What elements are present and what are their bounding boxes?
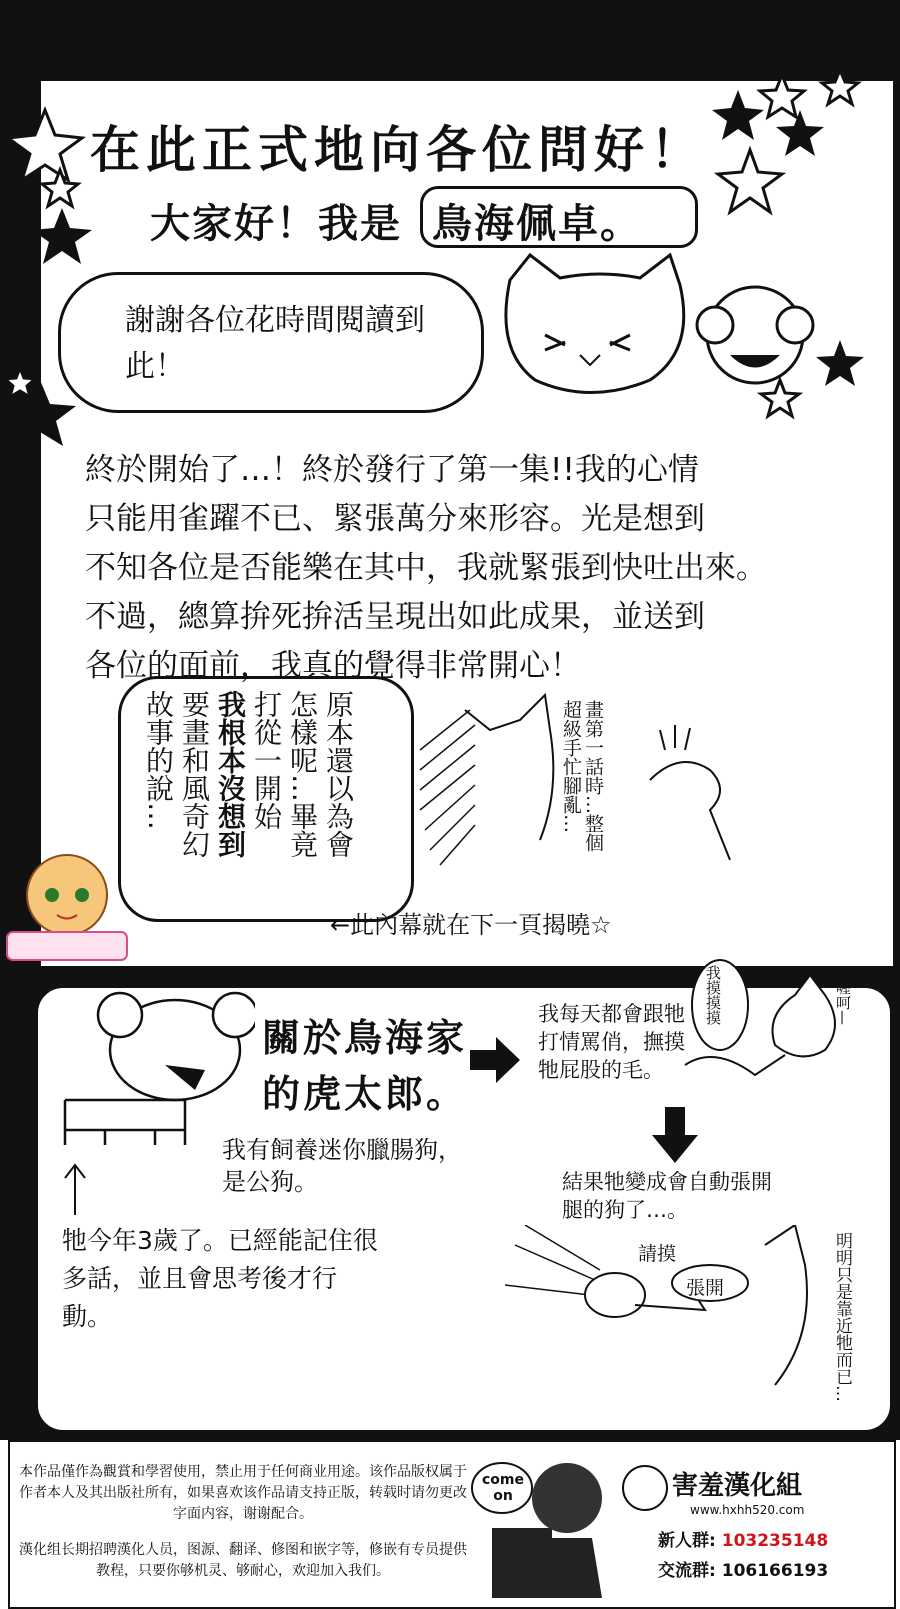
group-url: www.hxhh520.com xyxy=(690,1503,805,1517)
star-icon xyxy=(42,170,78,206)
cat-dog-illustration xyxy=(490,240,850,420)
chat-group xyxy=(658,1556,828,1581)
side-note xyxy=(560,700,604,880)
bubble-column: 我根本沒想到 xyxy=(214,690,247,858)
pet-sfx: 我摸摸摸 xyxy=(704,965,722,1025)
star-icon xyxy=(776,110,824,156)
bubble-column: 怎樣呢…畢竟 xyxy=(286,690,319,858)
result-text: 結果牠變成會自動張開腿的狗了…。 xyxy=(562,1170,772,1222)
cat-face-icon xyxy=(506,255,684,393)
right-arrow-icon xyxy=(468,1035,523,1085)
open-sfx: 張開 xyxy=(686,1277,725,1299)
bubble-column: 故事的說… xyxy=(142,690,175,830)
group-name: 害羞漢化組 xyxy=(672,1471,803,1501)
page-title: 在此正式地向各位問好！ xyxy=(90,121,706,179)
bubble-column: 打從一開始 xyxy=(250,690,283,830)
new-group-label: 新人群: xyxy=(658,1531,716,1551)
new-group-number: 103235148 xyxy=(721,1531,829,1551)
author-name: 鳥海佩卓。 xyxy=(432,201,642,247)
own-dog-text: 我有飼養迷你臘腸狗，是公狗。 xyxy=(222,1136,462,1196)
bubble-column: 原本還以為會 xyxy=(322,690,355,858)
star-icon xyxy=(32,208,92,264)
bubble-text xyxy=(140,690,356,905)
new-member-group xyxy=(658,1526,828,1551)
down-arrow-icon xyxy=(650,1105,700,1165)
note-column: 畫第一話時…整個 xyxy=(582,700,604,852)
note-column: 超級手忙腳亂… xyxy=(560,700,582,833)
intro-body-text: 終於開始了…！終於發行了第一集!!我的心情 只能用雀躍不已、緊張萬分來形容。光是想到 不知各位是否能樂在其中，我就緊張到快吐出來。 不過，總算拚死拚活呈現出如此成果，並送到 各位的面前，我真的覺得非常開心！ xyxy=(85,452,767,684)
request-sfx: 請摸 xyxy=(638,1243,677,1265)
chat-group-label: 交流群: xyxy=(658,1561,716,1581)
dog-title-line: 的虎太郎。 xyxy=(262,1072,468,1116)
star-icon xyxy=(8,110,82,180)
footer-notice: 本作品僅作為觀賞和學習使用，禁止用于任何商业用途。该作品版权属于作者本人及其出版社所有，如果喜欢该作品请支持正版，转载时请勿更改字面内容，谢谢配合。 xyxy=(19,1464,467,1522)
greeting-text: 大家好！我是 xyxy=(150,201,402,247)
star-icon xyxy=(822,70,858,104)
daily-text: 我每天都會跟牠打情罵俏，撫摸牠屁股的毛。 xyxy=(538,1002,685,1082)
footer-recruit: 漢化组长期招聘漢化人员，图源、翻译、修图和嵌字等，修嵌有专员提供教程，只要你够机灵、够耐心，欢迎加入我们。 xyxy=(19,1542,467,1579)
mascot-logo xyxy=(2,840,132,970)
star-icon xyxy=(712,90,764,140)
star-icon xyxy=(760,75,804,117)
dog-age-text: 牠今年3歲了。已經能記住很多話，並且會思考後才行動。 xyxy=(62,1226,378,1331)
up-arrow-icon xyxy=(60,1160,90,1220)
next-page-note: ←此內幕就在下一頁揭曉☆ xyxy=(330,911,612,939)
bubble-column: 要畫和風奇幻 xyxy=(178,690,211,858)
thanks-text: 謝謝各位花時間閱讀到此！ xyxy=(125,303,425,384)
chat-group-number: 106166193 xyxy=(721,1561,829,1581)
oh-sfx: 喔呵— xyxy=(834,980,852,1025)
come-on-badge: come on xyxy=(482,1472,524,1504)
dog-title-line: 關於鳥海家 xyxy=(262,1016,468,1060)
star-icon xyxy=(5,368,35,397)
side-note-text: 明明只是靠近牠而已… xyxy=(832,1232,852,1402)
group-logo-icon xyxy=(622,1465,668,1511)
dog-section-title xyxy=(262,1010,467,1122)
star-icon xyxy=(718,150,782,212)
